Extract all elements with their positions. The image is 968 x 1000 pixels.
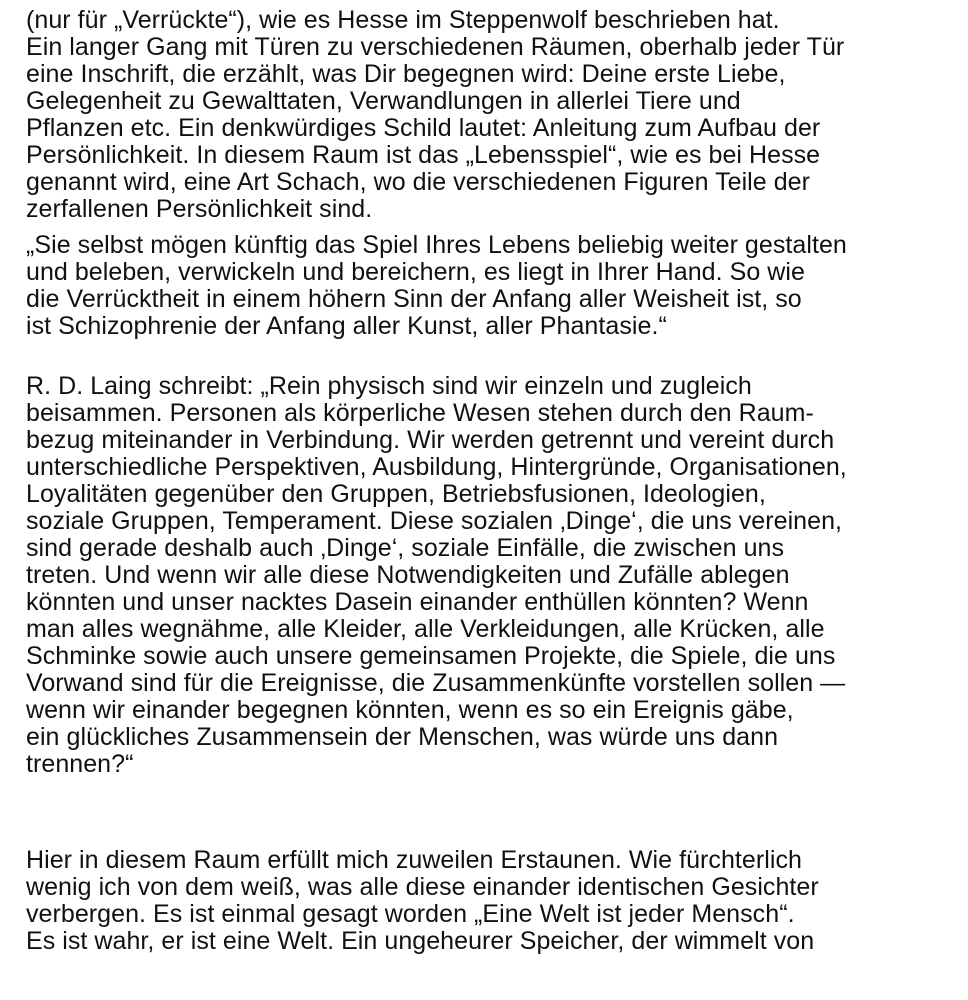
paragraph-3-line-10: man alles wegnähme, alle Kleider, alle Verkleidungen, alle Krücken, alle <box>26 615 825 643</box>
paragraph-2-line-2: und beleben, verwickeln und bereichern, es liegt in Ihrer Hand. So wie <box>26 258 805 286</box>
paragraph-3-line-2: beisammen. Personen als körperliche Wesen stehen durch den Raum- <box>26 399 814 427</box>
paragraph-4-line-4: Es ist wahr, er ist eine Welt. Ein ungeheurer Speicher, der wimmelt von <box>26 927 815 955</box>
paragraph-2-line-4: ist Schizophrenie der Anfang aller Kunst, aller Phantasie.“ <box>26 312 667 340</box>
paragraph-3-line-5: Loyalitäten gegenüber den Gruppen, Betriebsfusionen, Ideologien, <box>26 480 766 508</box>
paragraph-4-line-1: Hier in diesem Raum erfüllt mich zuweilen Erstaunen. Wie fürchterlich <box>26 846 802 874</box>
paragraph-1-line-7: genannt wird, eine Art Schach, wo die verschiedenen Figuren Teile der <box>26 168 811 196</box>
paragraph-3-line-12: Vorwand sind für die Ereignisse, die Zusammenkünfte vorstellen sollen — <box>26 669 846 697</box>
paragraph-3-line-9: könnten und unser nacktes Dasein einander enthüllen könnten? Wenn <box>26 588 809 616</box>
paragraph-1-line-2: Ein langer Gang mit Türen zu verschiedenen Räumen, oberhalb jeder Tür <box>26 33 845 61</box>
paragraph-2-line-3: die Verrücktheit in einem höhern Sinn der Anfang aller Weisheit ist, so <box>26 285 802 313</box>
paragraph-3-line-14: ein glückliches Zusammensein der Menschen, was würde uns dann <box>26 723 779 751</box>
paragraph-3-line-6: soziale Gruppen, Temperament. Diese sozialen ‚Dinge‘, die uns vereinen, <box>26 507 843 535</box>
paragraph-2-line-1: „Sie selbst mögen künftig das Spiel Ihres Lebens beliebig weiter gestalten <box>26 231 847 259</box>
paragraph-1-line-3: eine Inschrift, die erzählt, was Dir begegnen wird: Deine erste Liebe, <box>26 60 786 88</box>
paragraph-3-line-15: trennen?“ <box>26 750 134 778</box>
paragraph-1-line-1: (nur für „Verrückte“), wie es Hesse im Steppenwolf beschrieben hat. <box>26 6 780 34</box>
paragraph-1-line-5: Pflanzen etc. Ein denkwürdiges Schild lautet: Anleitung zum Aufbau der <box>26 114 821 142</box>
paragraph-3-line-4: unterschiedliche Perspektiven, Ausbildung, Hintergründe, Organisationen, <box>26 453 847 481</box>
paragraph-1-line-4: Gelegenheit zu Gewalttaten, Verwandlungen in allerlei Tiere und <box>26 87 741 115</box>
paragraph-4-line-2: wenig ich von dem weiß, was alle diese einander identischen Gesichter <box>26 873 819 901</box>
paragraph-3-line-13: wenn wir einander begegnen könnten, wenn es so ein Ereignis gäbe, <box>26 696 794 724</box>
paragraph-3-line-1: R. D. Laing schreibt: „Rein physisch sind wir einzeln und zugleich <box>26 372 752 400</box>
paragraph-3-line-3: bezug miteinander in Verbindung. Wir werden getrennt und vereint durch <box>26 426 835 454</box>
paragraph-3-line-7: sind gerade deshalb auch ‚Dinge‘, soziale Einfälle, die zwischen uns <box>26 534 785 562</box>
paragraph-3-line-11: Schminke sowie auch unsere gemeinsamen Projekte, die Spiele, die uns <box>26 642 836 670</box>
paragraph-1-line-6: Persönlichkeit. In diesem Raum ist das „Lebensspiel“, wie es bei Hesse <box>26 141 821 169</box>
paragraph-4-line-3: verbergen. Es ist einmal gesagt worden „Eine Welt ist jeder Mensch“. <box>26 900 795 928</box>
paragraph-3-line-8: treten. Und wenn wir alle diese Notwendigkeiten und Zufälle ablegen <box>26 561 790 589</box>
paragraph-1-line-8: zerfallenen Persönlichkeit sind. <box>26 195 373 223</box>
